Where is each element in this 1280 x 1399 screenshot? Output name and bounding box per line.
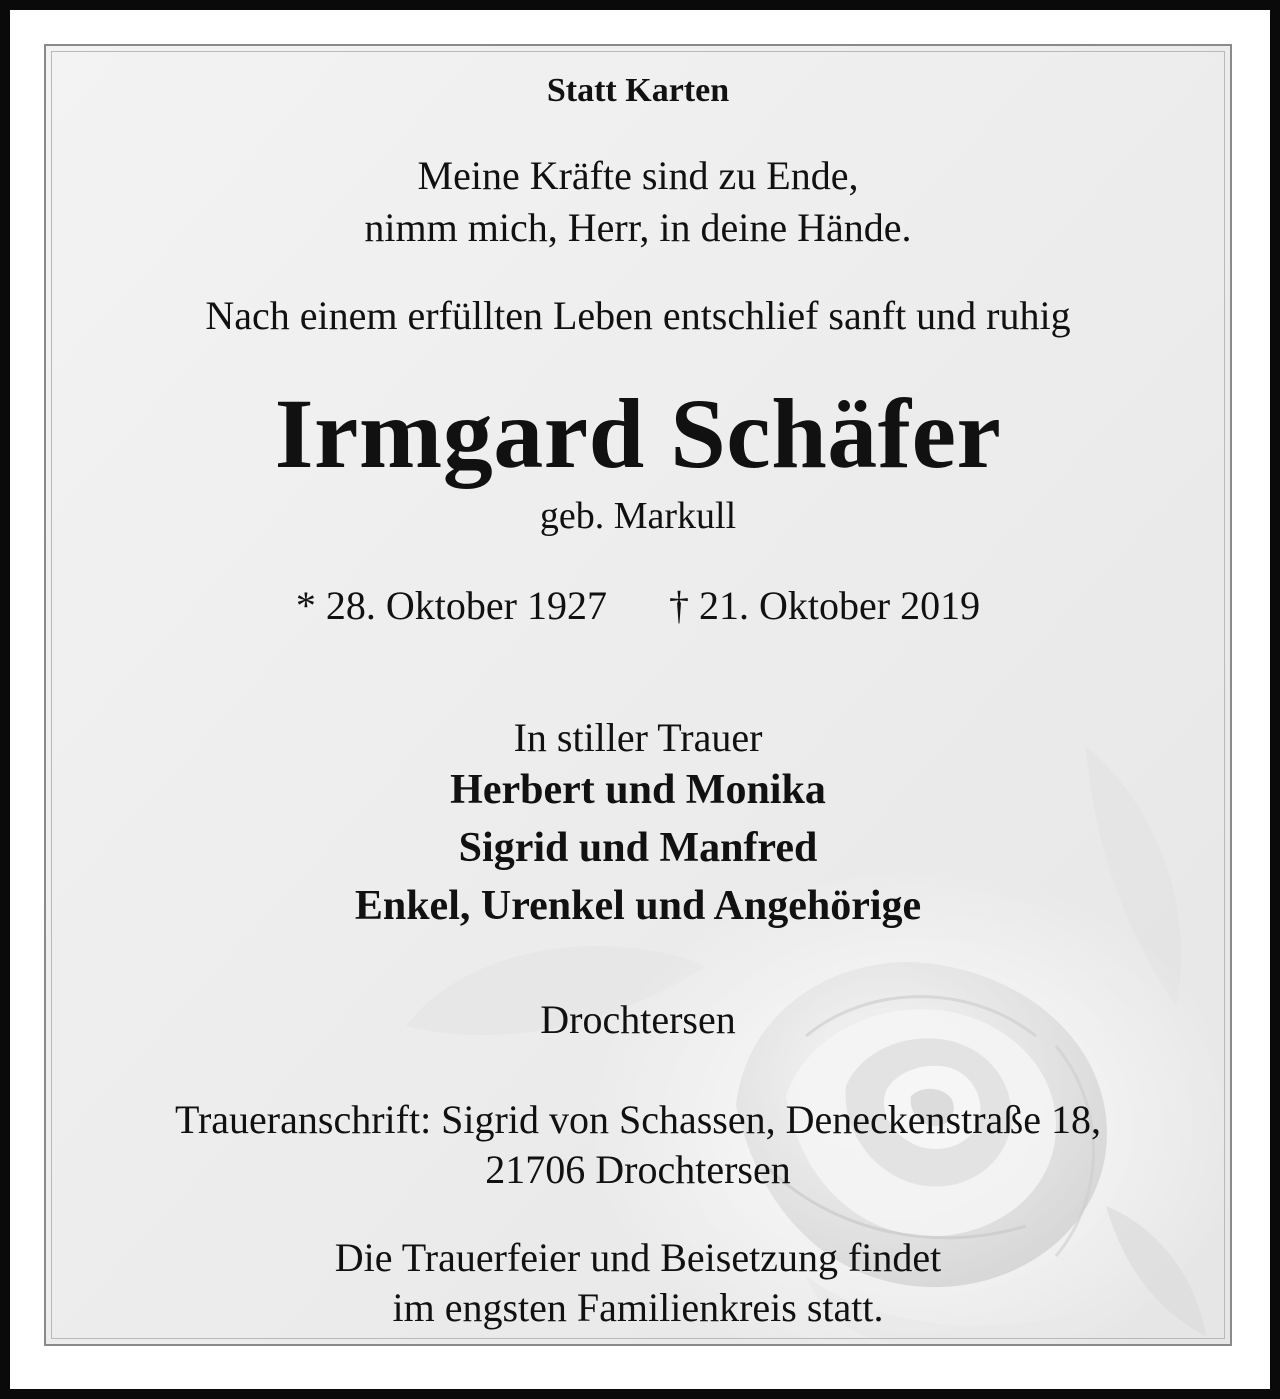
mourning-address: 21706 Drochtersen bbox=[485, 1147, 791, 1192]
mourner-line: Herbert und Monika bbox=[450, 767, 826, 813]
closing-text: im engsten Familienkreis statt. bbox=[392, 1285, 884, 1330]
verse-line: Meine Kräfte sind zu Ende, bbox=[417, 153, 859, 198]
maiden-name: geb. Markull bbox=[539, 495, 737, 537]
verse-line: nimm mich, Herr, in deine Hände. bbox=[364, 205, 912, 250]
life-dates bbox=[44, 582, 1232, 629]
closing-text: Die Trauerfeier und Beisetzung findet bbox=[334, 1235, 942, 1280]
death-date: † 21. Oktober 2019 bbox=[669, 583, 981, 628]
mourner-line: Enkel, Urenkel und Angehörige bbox=[354, 883, 922, 929]
deceased-name: Irmgard Schäfer bbox=[274, 378, 1002, 489]
place-name: Drochtersen bbox=[540, 997, 736, 1042]
obituary-content bbox=[44, 44, 1232, 1346]
mourning-address: Traueranschrift: Sigrid von Schassen, Deneckenstraße 18, bbox=[174, 1097, 1102, 1142]
notice-header: Statt Karten bbox=[546, 72, 730, 109]
birth-date: * 28. Oktober 1927 bbox=[295, 583, 607, 628]
intro-text: Nach einem erfüllten Leben entschlief sanft und ruhig bbox=[205, 293, 1071, 338]
mourning-intro: In stiller Trauer bbox=[513, 715, 763, 760]
mourner-line: Sigrid und Manfred bbox=[458, 825, 818, 871]
